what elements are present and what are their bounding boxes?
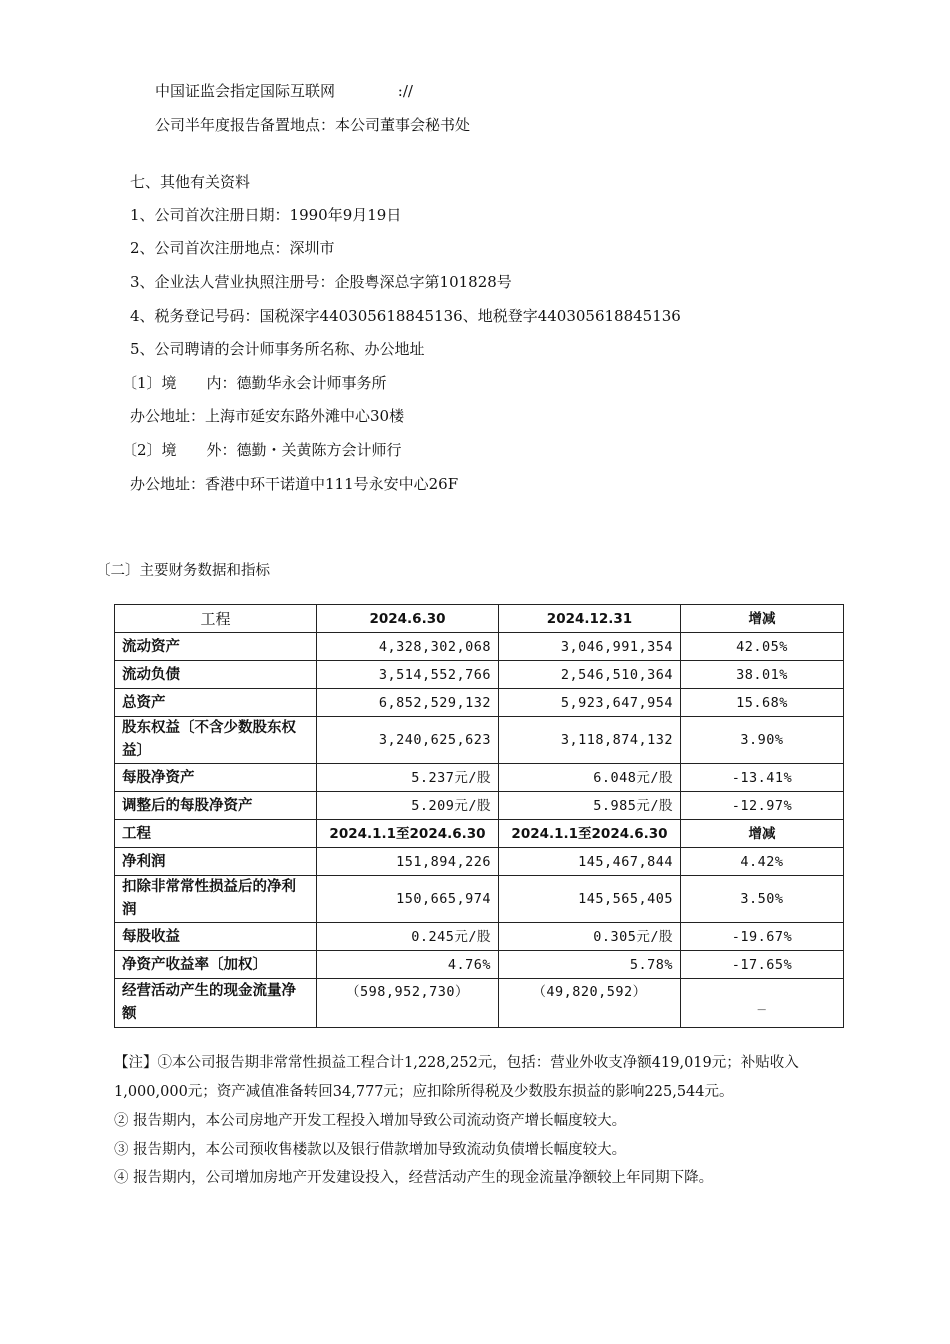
website-line bbox=[155, 81, 413, 101]
cell-change: -13.41% bbox=[681, 764, 844, 792]
website-value: :// bbox=[397, 82, 413, 100]
table-row bbox=[115, 979, 844, 1028]
cell-value: 145,467,844 bbox=[499, 848, 681, 876]
header-cell: 增减 bbox=[681, 605, 844, 633]
row-label: 流动负债 bbox=[115, 661, 317, 689]
cell-value: 6.048元/股 bbox=[499, 764, 681, 792]
cell-change: 4.42% bbox=[681, 848, 844, 876]
cell-value: 0.305元/股 bbox=[499, 923, 681, 951]
table-row bbox=[115, 633, 844, 661]
table-row bbox=[115, 689, 844, 717]
cell-value: 0.245元/股 bbox=[317, 923, 499, 951]
other-info-heading: 七、其他有关资料 bbox=[130, 173, 251, 191]
other-info-item: 2、公司首次注册地点：深圳市 bbox=[130, 239, 335, 257]
header-cell: 2024.12.31 bbox=[499, 605, 681, 633]
cell-change: 42.05% bbox=[681, 633, 844, 661]
table-row bbox=[115, 876, 844, 923]
row-label: 流动资产 bbox=[115, 633, 317, 661]
table-subheader-row bbox=[115, 820, 844, 848]
cell-value: 6,852,529,132 bbox=[317, 689, 499, 717]
row-label: 净利润 bbox=[115, 848, 317, 876]
financial-table bbox=[114, 604, 844, 1028]
cell-value: 3,118,874,132 bbox=[499, 717, 681, 764]
cell-change: 3.90% bbox=[681, 717, 844, 764]
other-info-item: 3、企业法人营业执照注册号：企股粤深总字第101828号 bbox=[130, 273, 512, 291]
cell-value: 3,046,991,354 bbox=[499, 633, 681, 661]
cell-value: 145,565,405 bbox=[499, 876, 681, 923]
cell-value: （49,820,592） bbox=[499, 979, 681, 1028]
table-row bbox=[115, 923, 844, 951]
row-label: 调整后的每股净资产 bbox=[115, 792, 317, 820]
cell-value: （598,952,730） bbox=[317, 979, 499, 1028]
table-row bbox=[115, 792, 844, 820]
table-header-row bbox=[115, 605, 844, 633]
other-info-item: 4、税务登记号码：国税深字440305618845136、地税登字440305618845136 bbox=[130, 307, 681, 325]
cell-value: 3,240,625,623 bbox=[317, 717, 499, 764]
cell-change: 3.50% bbox=[681, 876, 844, 923]
table-row bbox=[115, 951, 844, 979]
cell-value: 4,328,302,068 bbox=[317, 633, 499, 661]
website-label: 中国证监会指定国际互联网 bbox=[155, 82, 336, 100]
table-row bbox=[115, 661, 844, 689]
row-label: 每股收益 bbox=[115, 923, 317, 951]
cell-value: 151,894,226 bbox=[317, 848, 499, 876]
cell-change: _ bbox=[681, 979, 844, 1028]
cell-change: -12.97% bbox=[681, 792, 844, 820]
header-cell: 工程 bbox=[115, 820, 317, 848]
cell-value: 5.985元/股 bbox=[499, 792, 681, 820]
other-info-item: 1、公司首次注册日期：1990年9月19日 bbox=[130, 206, 402, 224]
cell-change: 38.01% bbox=[681, 661, 844, 689]
header-cell: 2024.1.1至2024.6.30 bbox=[317, 820, 499, 848]
cell-value: 4.76% bbox=[317, 951, 499, 979]
other-info-item: 5、公司聘请的会计师事务所名称、办公地址 bbox=[130, 340, 425, 358]
note-3: ③ 报告期内，本公司预收售楼款以及银行借款增加导致流动负债增长幅度较大。 bbox=[114, 1142, 627, 1158]
row-label: 扣除非常常性损益后的净利润 bbox=[115, 876, 317, 923]
report-location: 公司半年度报告备置地点：本公司董事会秘书处 bbox=[155, 116, 471, 134]
header-cell: 2024.1.1至2024.6.30 bbox=[499, 820, 681, 848]
note-4: ④ 报告期内，公司增加房地产开发建设投入，经营活动产生的现金流量净额较上年同期下降。 bbox=[114, 1170, 714, 1186]
table-row bbox=[115, 717, 844, 764]
table-row bbox=[115, 764, 844, 792]
row-label: 经营活动产生的现金流量净额 bbox=[115, 979, 317, 1028]
section-title: 〔二〕主要财务数据和指标 bbox=[96, 563, 270, 579]
cell-value: 5,923,647,954 bbox=[499, 689, 681, 717]
cell-value: 2,546,510,364 bbox=[499, 661, 681, 689]
row-label: 每股净资产 bbox=[115, 764, 317, 792]
other-info-item: 办公地址：香港中环干诺道中111号永安中心26F bbox=[130, 475, 459, 493]
cell-value: 5.78% bbox=[499, 951, 681, 979]
table-row bbox=[115, 848, 844, 876]
cell-value: 5.209元/股 bbox=[317, 792, 499, 820]
cell-change: 15.68% bbox=[681, 689, 844, 717]
header-cell: 增减 bbox=[681, 820, 844, 848]
header-cell: 2024.6.30 bbox=[317, 605, 499, 633]
cell-change: -19.67% bbox=[681, 923, 844, 951]
cell-value: 5.237元/股 bbox=[317, 764, 499, 792]
cell-value: 150,665,974 bbox=[317, 876, 499, 923]
row-label: 股东权益〔不含少数股东权益〕 bbox=[115, 717, 317, 764]
row-label: 总资产 bbox=[115, 689, 317, 717]
cell-change: -17.65% bbox=[681, 951, 844, 979]
other-info-item: 〔2〕境 外：德勤・关黄陈方会计师行 bbox=[122, 441, 402, 459]
row-label: 净资产收益率〔加权〕 bbox=[115, 951, 317, 979]
other-info-item: 〔1〕境 内：德勤华永会计师事务所 bbox=[122, 374, 387, 392]
note-1: 【注】①本公司报告期非常常性损益工程合计1,228,252元，包括：营业外收支净额419,019元；补贴收入1,000,000元；资产减值准备转回34,777元；应扣除所得税及少数股东损益的影响225,544元。 bbox=[114, 1055, 799, 1100]
other-info-item: 办公地址：上海市延安东路外滩中心30楼 bbox=[130, 407, 405, 425]
cell-value: 3,514,552,766 bbox=[317, 661, 499, 689]
header-cell: 工程 bbox=[115, 605, 317, 633]
note-2: ② 报告期内，本公司房地产开发工程投入增加导致公司流动资产增长幅度较大。 bbox=[114, 1113, 627, 1129]
